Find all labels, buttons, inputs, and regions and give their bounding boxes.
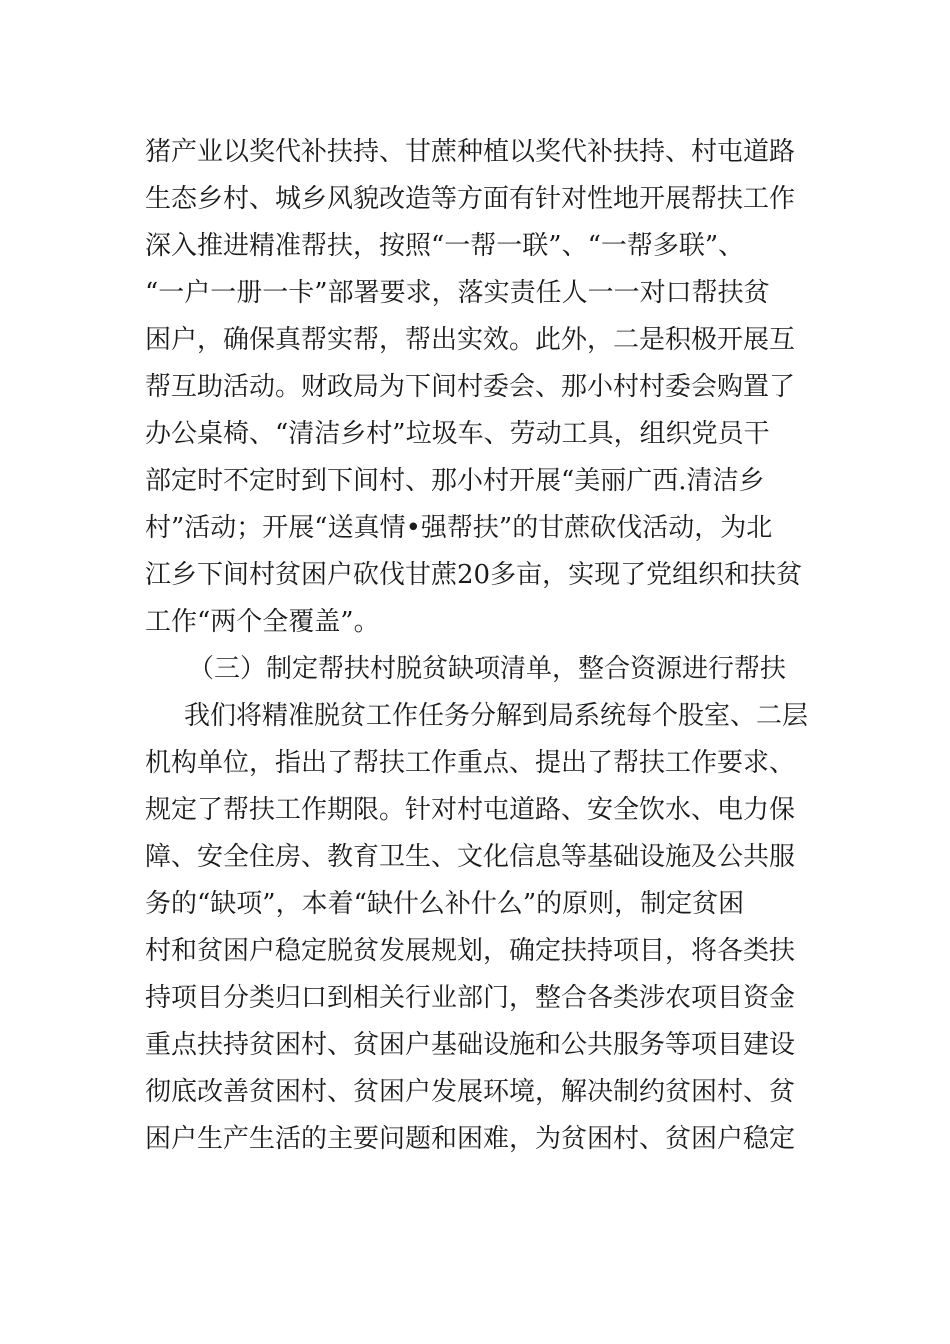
paragraph-line: 村”活动；开展“送真情•强帮扶”的甘蔗砍伐活动，为北 bbox=[145, 513, 773, 543]
paragraph-line: 办公桌椅、“清洁乡村”垃圾车、劳动工具，组织党员干 bbox=[145, 419, 770, 449]
paragraph-line: 困户生产生活的主要问题和困难，为贫困村、贫困户稳定 bbox=[145, 1124, 796, 1154]
paragraph-line: 务的“缺项”，本着“缺什么补什么”的原则，制定贫困 bbox=[145, 889, 745, 919]
paragraph-line: 持项目分类归口到相关行业部门，整合各类涉农项目资金 bbox=[145, 983, 796, 1013]
paragraph-line: 村和贫困户稳定脱贫发展规划，确定扶持项目，将各类扶 bbox=[145, 936, 796, 966]
paragraph-line: 江乡下间村贫困户砍伐甘蔗20多亩，实现了党组织和扶贫 bbox=[145, 560, 803, 590]
paragraph-line: 机构单位，指出了帮扶工作重点、提出了帮扶工作要求、 bbox=[145, 748, 796, 778]
paragraph-line: 我们将精准脱贫工作任务分解到局系统每个股室、二层 bbox=[184, 701, 809, 731]
paragraph-line: 部定时不定时到下间村、那小村开展“美丽广西.清洁乡 bbox=[145, 466, 765, 496]
paragraph-line: 生态乡村、城乡风貌改造等方面有针对性地开展帮扶工作 bbox=[145, 184, 796, 214]
paragraph-line: 障、安全住房、教育卫生、文化信息等基础设施及公共服 bbox=[145, 842, 796, 872]
paragraph-line: 工作“两个全覆盖”。 bbox=[145, 607, 380, 637]
paragraph-line: 帮互助活动。财政局为下间村委会、那小村村委会购置了 bbox=[145, 372, 796, 402]
paragraph-line: “一户一册一卡”部署要求，落实责任人一一对口帮扶贫 bbox=[145, 278, 770, 308]
paragraph-line: 彻底改善贫困村、贫困户发展环境，解决制约贫困村、贫 bbox=[145, 1077, 796, 1107]
paragraph-line: 困户，确保真帮实帮，帮出实效。此外，二是积极开展互 bbox=[145, 325, 796, 355]
paragraph-line: 规定了帮扶工作期限。针对村屯道路、安全饮水、电力保 bbox=[145, 795, 796, 825]
section-heading: （三）制定帮扶村脱贫缺项清单，整合资源进行帮扶 bbox=[188, 654, 787, 684]
paragraph-line: 重点扶持贫困村、贫困户基础设施和公共服务等项目建设 bbox=[145, 1030, 796, 1060]
paragraph-line: 猪产业以奖代补扶持、甘蔗种植以奖代补扶持、村屯道路 bbox=[145, 137, 796, 167]
paragraph-line: 深入推进精准帮扶，按照“一帮一联”、“一帮多联”、 bbox=[145, 231, 745, 261]
